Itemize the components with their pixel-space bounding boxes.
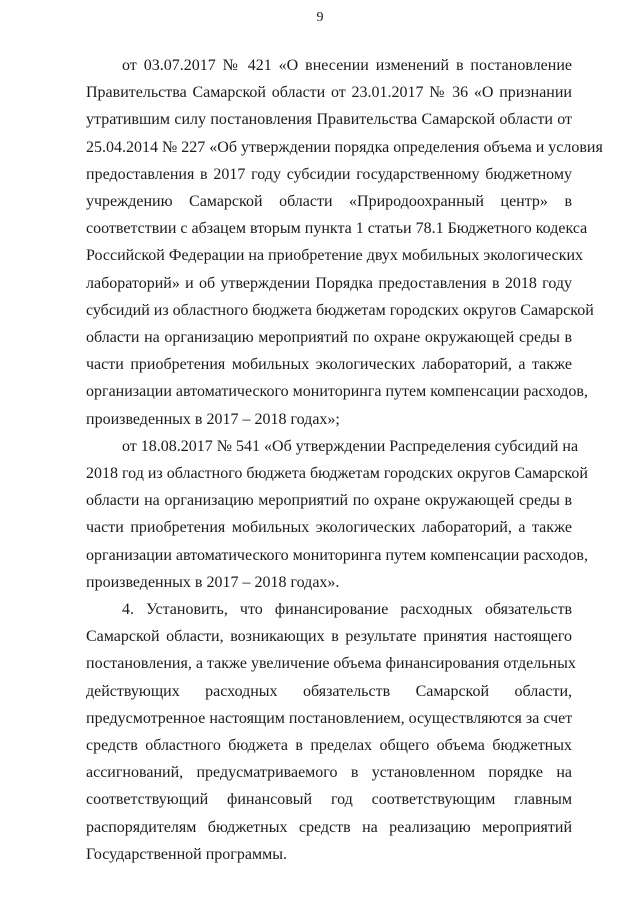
text-line: средств областного бюджета в пределах общего объема бюджетных: [86, 737, 572, 755]
text-line: предоставления в 2017 году субсидии государственному бюджетному: [86, 165, 572, 183]
text-line: произведенных в 2017 – 2018 годах».: [86, 573, 340, 591]
text-line: ассигнований, предусматриваемого в установленном порядке на: [86, 764, 572, 782]
text-line: предусмотренное настоящим постановлением, осуществляются за счет: [86, 709, 573, 727]
text-line: соответствии с абзацем вторым пункта 1 статьи 78.1 Бюджетного кодекса: [86, 220, 588, 238]
text-line: организации автоматического мониторинга путем компенсации расходов,: [86, 383, 588, 401]
text-line: 2018 год из областного бюджета бюджетам городских округов Самарской: [86, 465, 588, 483]
text-line: части приобретения мобильных экологических лабораторий, а также: [86, 356, 572, 374]
text-line: учреждению Самарской области «Природоохранный центр» в: [86, 193, 572, 211]
paragraph-decree-541: [86, 433, 588, 596]
text-line: действующих расходных обязательств Самарской области,: [86, 682, 572, 700]
text-line: части приобретения мобильных экологических лабораторий, а также: [86, 519, 572, 537]
text-line: области на организацию мероприятий по охране окружающей среды в: [86, 329, 572, 347]
text-line: произведенных в 2017 – 2018 годах»;: [86, 410, 340, 428]
text-line: Государственной программы.: [86, 845, 287, 863]
text-line: соответствующий финансовый год соответствующим главным: [86, 791, 572, 809]
text-line: лабораторий» и об утверждении Порядка предоставления в 2018 году: [86, 274, 572, 292]
text-line: Правительства Самарской области от 23.01.2017 № 36 «О признании: [86, 84, 572, 102]
text-line: распорядителям бюджетных средств на реализацию мероприятий: [86, 818, 572, 836]
text-line: 25.04.2014 № 227 «Об утверждении порядка определения объема и условия: [86, 138, 603, 156]
text-line: Самарской области, возникающих в результате принятия настоящего: [86, 628, 572, 646]
document-body: [86, 52, 603, 868]
paragraph-decree-421: [86, 52, 603, 433]
text-line: организации автоматического мониторинга путем компенсации расходов,: [86, 546, 588, 564]
text-line: 4. Установить, что финансирование расходных обязательств: [122, 601, 572, 619]
page-number: 9: [316, 10, 324, 25]
text-line: постановления, а также увеличение объема финансирования отдельных: [86, 655, 576, 673]
text-line: утратившим силу постановления Правительства Самарской области от: [86, 111, 572, 129]
text-line: от 18.08.2017 № 541 «Об утверждении Распределения субсидий на: [122, 437, 579, 455]
text-line: области на организацию мероприятий по охране окружающей среды в: [86, 492, 572, 510]
text-line: субсидий из областного бюджета бюджетам городских округов Самарской: [86, 301, 594, 319]
text-line: от 03.07.2017 № 421 «О внесении изменений в постановление: [122, 57, 572, 74]
paragraph-item-4: [86, 596, 576, 868]
text-line: Российской Федерации на приобретение двух мобильных экологических: [86, 247, 584, 265]
